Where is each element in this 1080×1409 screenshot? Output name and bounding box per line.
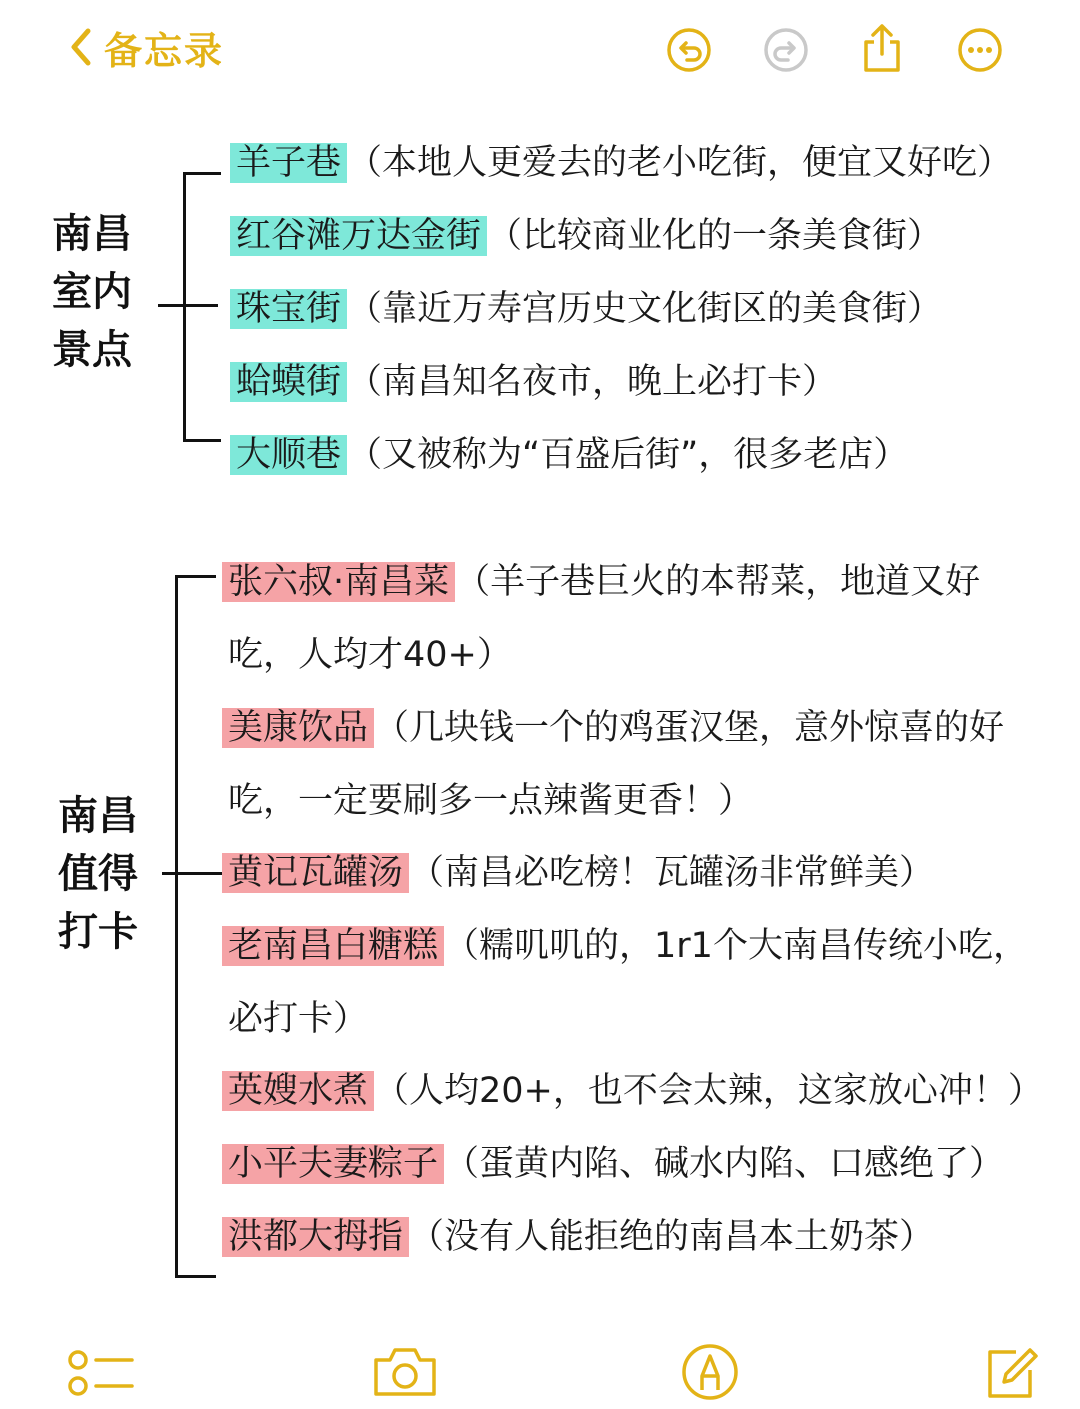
item-desc: （羊子巷巨火的本帮菜，地道又好 bbox=[455, 562, 981, 602]
chevron-left-icon bbox=[68, 27, 94, 67]
item-name: 珠宝街 bbox=[230, 289, 347, 329]
item-name: 英嫂水煮 bbox=[222, 1071, 374, 1111]
item-desc: （没有人能拒绝的南昌本土奶茶） bbox=[409, 1217, 935, 1257]
group-label-line: 值得 bbox=[58, 851, 138, 897]
item-name: 美康饮品 bbox=[222, 708, 374, 748]
item-desc: （糯叽叽的，1r1个大南昌传统小吃， bbox=[444, 926, 1028, 966]
group-label-line: 打卡 bbox=[58, 909, 138, 955]
list-item bbox=[222, 557, 980, 607]
group-bracket bbox=[183, 172, 221, 442]
checklist-icon[interactable] bbox=[66, 1348, 136, 1398]
list-item bbox=[230, 138, 1012, 188]
item-desc: （又被称为“百盛后街”，很多老店） bbox=[347, 435, 909, 475]
item-name: 黄记瓦罐汤 bbox=[222, 853, 409, 893]
group-connector bbox=[162, 872, 224, 875]
item-desc: （本地人更爱去的老小吃街，便宜又好吃） bbox=[347, 143, 1013, 183]
undo-icon[interactable] bbox=[665, 26, 713, 74]
item-name: 小平夫妻粽子 bbox=[222, 1144, 444, 1184]
list-item bbox=[222, 848, 934, 898]
group-label-line: 室内 bbox=[52, 269, 132, 315]
group-bracket bbox=[175, 575, 216, 1278]
group-label-line: 景点 bbox=[52, 327, 132, 373]
item-desc: （比较商业化的一条美食街） bbox=[487, 216, 943, 256]
list-item bbox=[222, 1139, 1004, 1189]
item-name: 洪都大拇指 bbox=[222, 1217, 409, 1257]
navigation-bar bbox=[0, 0, 1080, 100]
back-label: 备忘录 bbox=[104, 28, 225, 73]
item-name: 蛤蟆街 bbox=[230, 362, 347, 402]
back-button[interactable] bbox=[68, 22, 224, 72]
markup-pen-icon[interactable] bbox=[680, 1342, 740, 1402]
list-item bbox=[222, 1066, 1043, 1116]
list-item bbox=[222, 921, 1028, 971]
item-desc: （靠近万寿宫历史文化街区的美食街） bbox=[347, 289, 943, 329]
item-name: 老南昌白糖糕 bbox=[222, 926, 444, 966]
list-item bbox=[230, 430, 908, 480]
item-name: 大顺巷 bbox=[230, 435, 347, 475]
group-label-line: 南昌 bbox=[58, 793, 138, 839]
item-desc-continued: 吃，一定要刷多一点辣酱更香！） bbox=[228, 781, 754, 821]
item-name: 羊子巷 bbox=[230, 143, 347, 183]
item-desc: （蛋黄内陷、碱水内陷、口感绝了） bbox=[444, 1144, 1005, 1184]
group-label-must-visit bbox=[58, 787, 138, 961]
share-icon[interactable] bbox=[858, 22, 906, 70]
camera-icon[interactable] bbox=[370, 1344, 440, 1400]
list-item bbox=[222, 703, 1004, 753]
item-desc: （南昌必吃榜！瓦罐汤非常鲜美） bbox=[409, 853, 935, 893]
item-name: 红谷滩万达金街 bbox=[230, 216, 487, 256]
bottom-toolbar bbox=[0, 1330, 1080, 1409]
group-label-indoor-spots bbox=[52, 205, 132, 379]
list-item bbox=[230, 284, 942, 334]
list-item bbox=[222, 1212, 934, 1262]
redo-icon[interactable] bbox=[762, 26, 810, 74]
item-desc: （几块钱一个的鸡蛋汉堡，意外惊喜的好 bbox=[374, 708, 1005, 748]
group-label-line: 南昌 bbox=[52, 211, 132, 257]
list-item bbox=[230, 357, 837, 407]
item-desc: （人均20+，也不会太辣，这家放心冲！） bbox=[374, 1071, 1043, 1111]
group-connector bbox=[158, 304, 218, 307]
item-desc-continued: 必打卡） bbox=[228, 999, 369, 1039]
compose-icon[interactable] bbox=[982, 1344, 1040, 1402]
item-desc-continued: 吃，人均才40+） bbox=[228, 635, 512, 675]
item-name: 张六叔·南昌菜 bbox=[222, 562, 455, 602]
item-desc: （南昌知名夜市，晚上必打卡） bbox=[347, 362, 838, 402]
more-icon[interactable] bbox=[956, 26, 1004, 74]
list-item bbox=[230, 211, 942, 261]
